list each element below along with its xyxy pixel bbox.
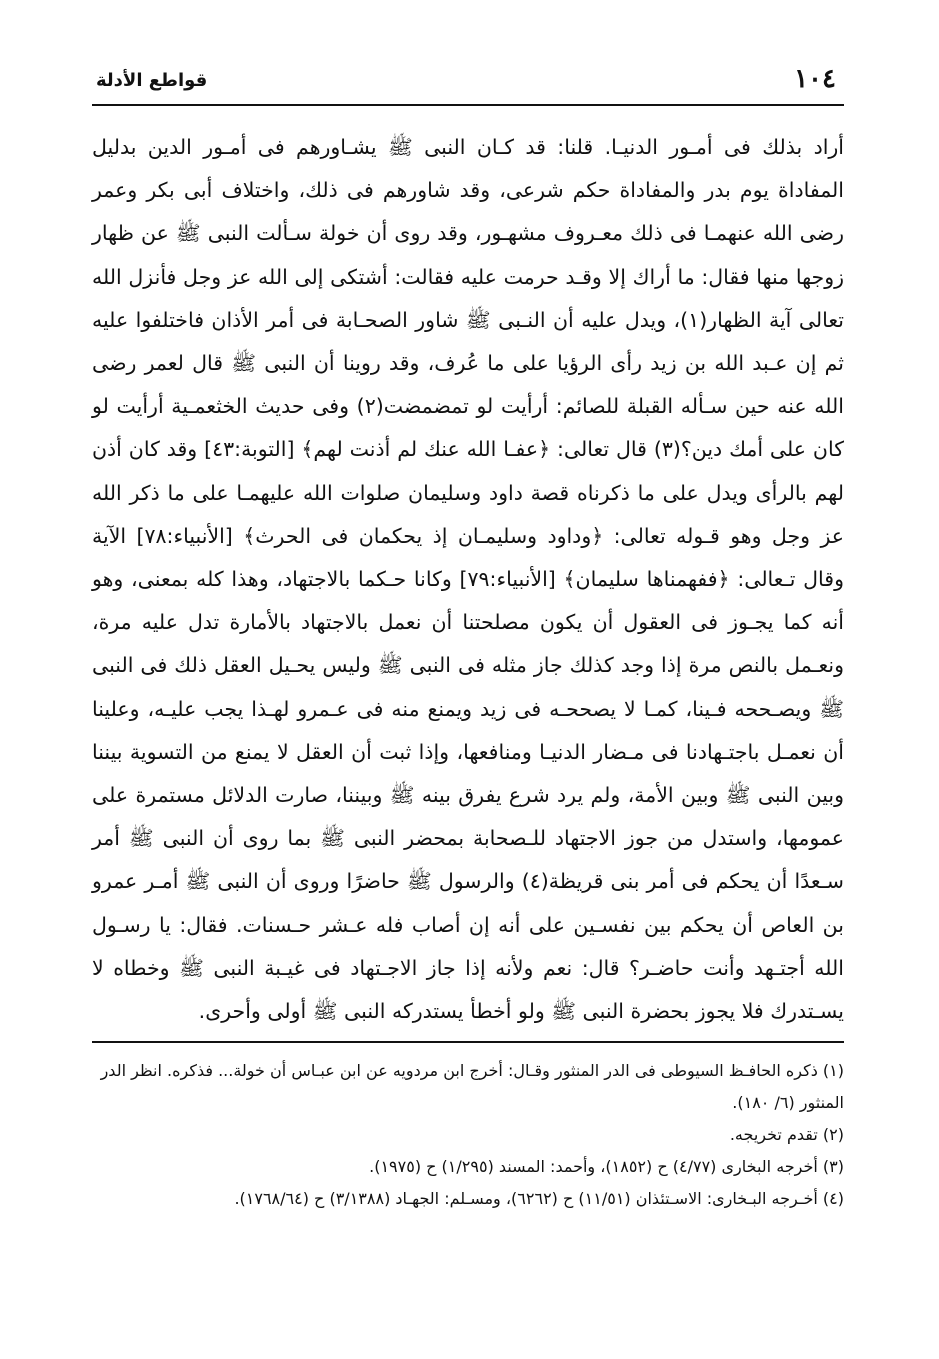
footnote-2: (٢) تقدم تخريجه. — [729, 1125, 844, 1145]
body-paragraph: أراد بذلك فى أمـور الدنيـا. قلنا: قد كـان النبى ﷺ يشـاورهم فى أمـور الدين بدليل المفاداة يوم بدر والمفاداة حكم شرعى، وقد شاورهم فى ذلك، واختلاف أبى بكر وعمر رضى الله عنهمـا فى ذلك معـروف مشهـور، وقد روى أن خولة سـألت النبى ﷺ عن ظهار زوجها منها فقال: ما أراك إلا وقـد حرمت عليه فقالت: أشتكى إلى الله عز وجل فأنزل الله تعالى آية الظهار(١)، ويدل عليه أن النـبى ﷺ شاور الصحـابة فى أمر الأذان فاختلفوا عليه ثم إن عـبد الله بن زيد رأى الرؤيا على ما عُرف، وقد روينا أن النبى ﷺ قال لعمر رضى الله عنه حين سـأله القبلة للصائم: أرأيت لو تمضمضت(٢) وفى حديث الخثعمـية أرأيت لو كان على أمك دين؟(٣) قال تعالى: ﴿عفـا الله عنك لم أذنت لهم﴾ [التوبة:٤٣] وقد كان أذن لهم بالرأى ويدل على ما ذكرناه قصة داود وسليمان صلوات الله عليهمـا على ما ذكر الله عز وجل وهو قـوله تعالى: ﴿وداود وسليمـان إذ يحكمان فى الحرث﴾ [الأنبياء:٧٨] الآية وقال تـعالى: ﴿ففهمناها سليمان﴾ [الأنبياء:٧٩] وكانا حـكما بالاجتهاد، وهذا كله بمعنى، وهو أنه كما يجـوز فى العقول أن يكون مصلحتنا أن نعمل بالاجتهاد بالأمارة تدل عليه مرة، ونعـمل بالنص مرة إذا وجد كذلك جاز مثله فى النبى ﷺ وليس يحـيل العقل ذلك فى النبى ﷺ ويصـححه فـينا، كمـا لا يصححـه فى زيد ويمنع منه فى عـمرو لهـذا يجب عليـه، وعلينا أن نعمـل باجتـهادنا فى مـضار الدنيـا ومنافعها، وإذا ثبت أن العقل لا يمنع من التسوية بيننا وبين النبى ﷺ وبين الأمة، ولم يرد شرع يفرق بينه ﷺ وبيننا، صارت الدلائل مستمرة على عمومها، واستدل من جوز الاجتهاد للـصحابة بمحضر النبى ﷺ بما روى أن النبى ﷺ أمر سـعدًا أن يحكم فى أمر بنى قريظة(٤) والرسول ﷺ حاضرًا وروى أن النبى ﷺ أمـر عمرو بن العاص أن يحكم بين نفسـين على أنه إن أصاب فله عـشر حـسنات. فقال: يا رسـول الله أجتـهد وأنت حاضـر؟ قال: نعم ولأنه إذا جاز الاجـتهاد فى غيـبة النبى ﷺ وخطاه لا يسـتدرك فلا يجوز بحضرة النبى ﷺ ولو أخطأ يستدركه النبى ﷺ أولى وأحرى. — [92, 135, 845, 1024]
book-title: قواطع الأدلة — [96, 70, 208, 91]
footnote-4: (٤) أخـرجه البـخارى: الاسـتئذان (١١/٥١) ح (٦٢٦٢)، ومسـلم: الجهـاد (٣/١٣٨٨) ح (١٧٦٨/٦٤). — [234, 1189, 844, 1209]
main-text — [92, 126, 844, 1033]
page-number: ١٠٤ — [794, 64, 836, 94]
footnote-3: (٣) أخرجه البخارى (٤/٧٧) ح (١٨٥٢)، وأحمد: المسند (١/٢٩٥) ح (١٩٧٥). — [369, 1157, 844, 1177]
running-header — [92, 62, 844, 106]
footnote-separator — [92, 1041, 844, 1043]
footnotes — [92, 1055, 844, 1215]
footnote-1: (١) ذكره الحافـظ السيوطى فى الدر المنثور وقـال: أخرج ابن مردويه عن ابن عبـاس أن خولة... فذكره. انظر الدر المنثور (٦/ ١٨٠). — [100, 1061, 844, 1113]
page — [92, 62, 844, 1215]
